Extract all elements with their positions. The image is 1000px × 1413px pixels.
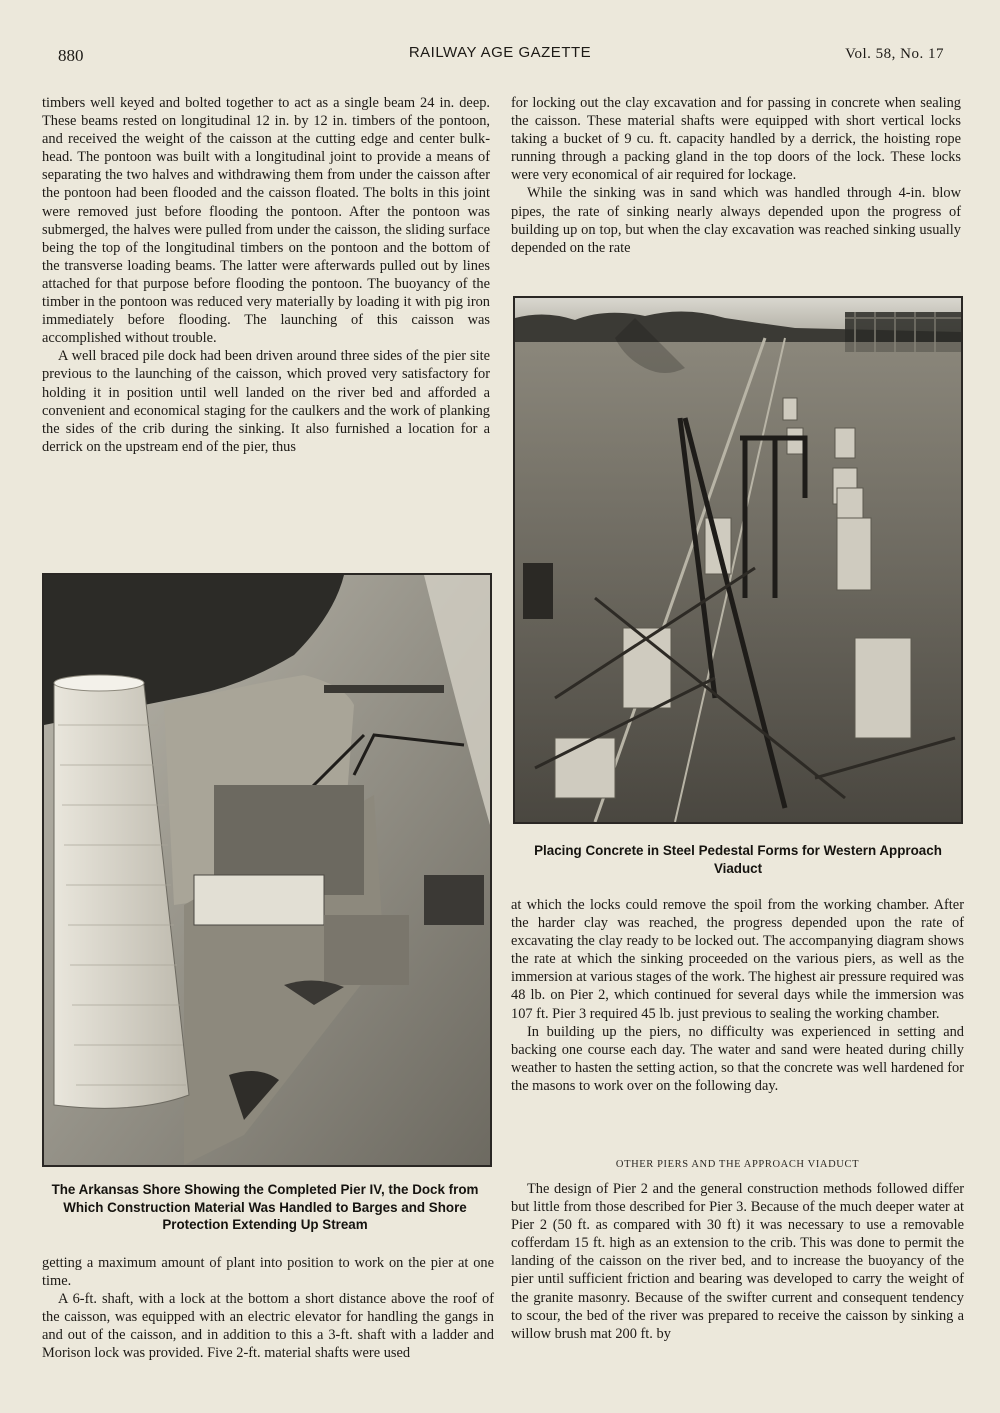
right-column-top-text: [511, 94, 961, 257]
section-subhead: OTHER PIERS AND THE APPROACH VIADUCT: [615, 1159, 860, 1170]
paragraph: In building up the piers, no difficulty was experienced in setting and backing one course each day. The water and sand were heated during chilly weather to hasten the setting action, so that the concrete was well hardened for the masons to work over on the following day.: [511, 1023, 964, 1094]
paragraph: getting a maximum amount of plant into position to work on the pier at one time.: [42, 1255, 494, 1290]
paragraph: A 6-ft. shaft, with a lock at the bottom a short distance above the roof of the caisson, was equipped with an electric elevator for handling the gangs in and out of the caisson, and in addition to this a 3-ft. shaft with a ladder and Morison lock was provided. Five 2-ft. material shafts were used: [42, 1291, 494, 1362]
arkansas-shore-photo: [42, 573, 492, 1167]
paragraph: The design of Pier 2 and the general construction methods followed differ but little from those described for Pier 3. Because of the much deeper water at Pier 2 (50 ft. as compared with 30 ft) it was necessary to use a removable cofferdam 15 ft. high as an extension to the crib. This was done to permit the landing of the caisson on the river bed, and to increase the buoyancy of the pier until sufficient friction and bearing was developed to carry the weight of the granite masonry. Because of the swifter current and consequent tendency to scour, the bed of the river was prepared to receive the caisson by sinking a willow brush mat 200 ft. by: [511, 1181, 964, 1342]
paragraph: While the sinking was in sand which was handled through 4-in. blow pipes, the rate of sinking nearly always depended upon the progress of building up on top, but when the clay excavation was reached sinking usually depended on the rate: [511, 185, 961, 256]
viaduct-photo-caption: Placing Concrete in Steel Pedestal Forms for Western Approach Viaduct: [534, 843, 942, 876]
paragraph: A well braced pile dock had been driven around three sides of the pier site previous to the launching of the caisson, which proved very satisfactory for holding it in position until well landed on the river bed and afforded a convenient and economical staging for the caulkers and the work of planking the sides of the crib during the sinking. It also furnished a location for a derrick on the upstream end of the pier, thus: [42, 348, 490, 455]
arkansas-shore-image: [44, 575, 490, 1165]
running-header: [0, 40, 1000, 70]
issue-number: Vol. 58, No. 17: [845, 46, 944, 62]
right-column-bottom-text: [511, 896, 964, 1095]
left-column-top-text: [42, 94, 490, 456]
arkansas-shore-caption: The Arkansas Shore Showing the Completed Pier IV, the Dock from Which Construction Material Was Handled to Barges and Shore Protection Extending Up Stream: [51, 1182, 479, 1232]
page-number: 880: [58, 46, 84, 65]
viaduct-photo-image: [515, 298, 961, 822]
viaduct-construction-photo: [513, 296, 963, 824]
paragraph: for locking out the clay excavation and for passing in concrete when sealing the caisson. These material shafts were equipped with short vertical locks taking a bucket of 9 cu. ft. capacity handled by a derrick, the hoisting rope running through a packing gland in the top doors of the lock. These locks were very economical of air required for lockage.: [511, 95, 961, 184]
left-column-bottom-text: [42, 1254, 494, 1363]
right-column-final-text: [511, 1180, 964, 1343]
paragraph: at which the locks could remove the spoil from the working chamber. After the harder clay was reached, the progress depended upon the rate of excavating the clay ready to be locked out. The accompanying diagram shows the rate at which the sinking proceeded on the various piers, as well as the immersion at various stages of the work. The highest air pressure required was 48 lb. on Pier 2, which continued for several days while the immersion was 107 ft. Pier 3 required 45 lb. just previous to sealing the working chamber.: [511, 897, 964, 1022]
paragraph: timbers well keyed and bolted together to act as a single beam 24 in. deep. These beams rested on longitudinal 12 in. by 12 in. timbers of the pontoon, and received the weight of the caisson at the cutting edge and center bulk-head. The pontoon was built with a longitudinal joint to provide a means of separating the two halves and withdrawing them from under the caisson after the pontoon had been flooded and the caisson floated. The bolts in this joint were removed just before flooding the pontoon. After the pontoon was submerged, the halves were pulled from under the caisson, the sliding surface being the top of the longitudinal timbers on the pontoon and the bottom of the transverse loading beams. The latter were afterwards pulled out by lines attached for that purpose before flooding the pontoon. The buoyancy of the timber in the pontoon was reduced very materially by loading it with pig iron immediately before flooding. The launching of this caisson was accomplished without trouble.: [42, 95, 490, 347]
journal-title: RAILWAY AGE GAZETTE: [408, 44, 592, 61]
